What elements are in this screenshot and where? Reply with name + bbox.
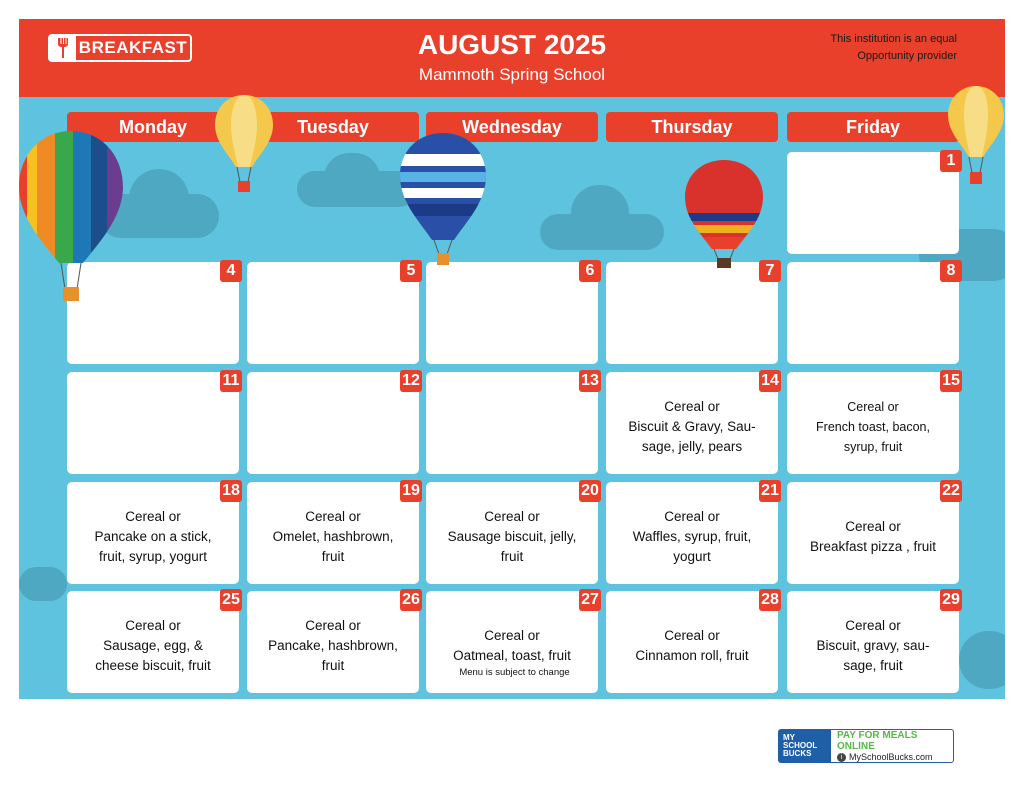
day-header-wednesday: Wednesday [426,112,598,142]
menu-text [253,386,413,468]
date-badge: 12 [400,370,422,392]
menu-text [612,276,772,358]
pay-online-tagline: PAY FOR MEALS ONLINE [837,730,918,752]
day-cell [787,372,959,474]
date-badge: 6 [579,260,601,282]
day-cell [787,262,959,364]
date-badge: 5 [400,260,422,282]
day-cell [247,482,419,584]
day-cell [787,482,959,584]
page-title: AUGUST 2025 [417,29,607,60]
date-badge: 28 [759,589,781,611]
date-badge: 18 [220,480,242,502]
menu-text: Cereal or Biscuit & Gravy, Sau- sage, jelly, pears [628,399,756,454]
badge-label: BREAKFAST [78,38,188,57]
hot-air-balloon-icon [684,159,764,269]
day-cell [606,262,778,364]
date-badge: 26 [400,589,422,611]
header-banner [19,19,1005,97]
info-icon: i [837,753,846,762]
calendar-sheet [19,19,1005,699]
menu-text: Cereal or Cinnamon roll, fruit [635,628,749,663]
date-badge: 1 [940,150,962,172]
day-cell [606,372,778,474]
date-badge: 4 [220,260,242,282]
day-cell [247,262,419,364]
menu-text: Cereal or Pancake on a stick, fruit, syrup, yogurt [94,509,212,564]
menu-text: Cereal or Pancake, hashbrown, fruit [268,618,398,673]
day-header-thursday: Thursday [606,112,778,142]
menu-text: Cereal or Omelet, hashbrown, fruit [272,509,394,564]
myschoolbucks-text [831,730,953,762]
myschoolbucks-link[interactable] [778,729,954,763]
hot-air-balloon-icon [19,129,123,305]
day-header-monday: Monday [67,112,239,142]
date-badge: 15 [940,370,962,392]
date-badge: 22 [940,480,962,502]
hot-air-balloon-icon [214,94,274,196]
date-badge: 29 [940,589,962,611]
date-badge: 20 [579,480,601,502]
menu-text [793,166,953,248]
date-badge: 14 [759,370,781,392]
menu-text: Cereal or Biscuit, gravy, sau- sage, fruit [816,618,930,673]
day-cell [426,262,598,364]
date-badge: 27 [579,589,601,611]
hot-air-balloon-icon [399,132,487,268]
day-cell [426,482,598,584]
day-cell [426,372,598,474]
myschoolbucks-url: i MySchoolBucks.com [837,752,953,762]
day-cell [67,482,239,584]
menu-text [253,276,413,358]
menu-disclaimer: Menu is subject to change [459,667,570,678]
menu-text [432,276,592,358]
day-cell [787,152,959,254]
menu-text: Cereal or Sausage biscuit, jelly, fruit [447,509,577,564]
menu-text [793,276,953,358]
date-badge: 11 [220,370,242,392]
date-badge: 21 [759,480,781,502]
day-cell [247,372,419,474]
menu-text [432,386,592,468]
day-cell [606,482,778,584]
school-name: Mammoth Spring School [418,65,606,84]
date-badge: 8 [940,260,962,282]
menu-text: Cereal or Waffles, syrup, fruit, yogurt [632,509,752,564]
day-cell [67,372,239,474]
date-badge: 25 [220,589,242,611]
menu-text: Cereal or French toast, bacon, syrup, fruit [816,400,930,454]
menu-text [73,386,233,468]
myschoolbucks-logo: MY SCHOOL BUCKS [779,730,831,762]
date-badge: 13 [579,370,601,392]
date-badge: 7 [759,260,781,282]
date-badge: 19 [400,480,422,502]
menu-text: Cereal or Sausage, egg, & cheese biscuit, fruit [95,618,211,673]
hot-air-balloon-icon [947,85,1005,187]
equal-opportunity-notice: This institution is an equal Opportunity provider [830,33,957,62]
menu-text: Cereal or Oatmeal, toast, fruit [453,628,571,663]
day-header-tuesday: Tuesday [247,112,419,142]
day-header-friday: Friday [787,112,959,142]
menu-text: Cereal or Breakfast pizza , fruit [809,519,937,554]
